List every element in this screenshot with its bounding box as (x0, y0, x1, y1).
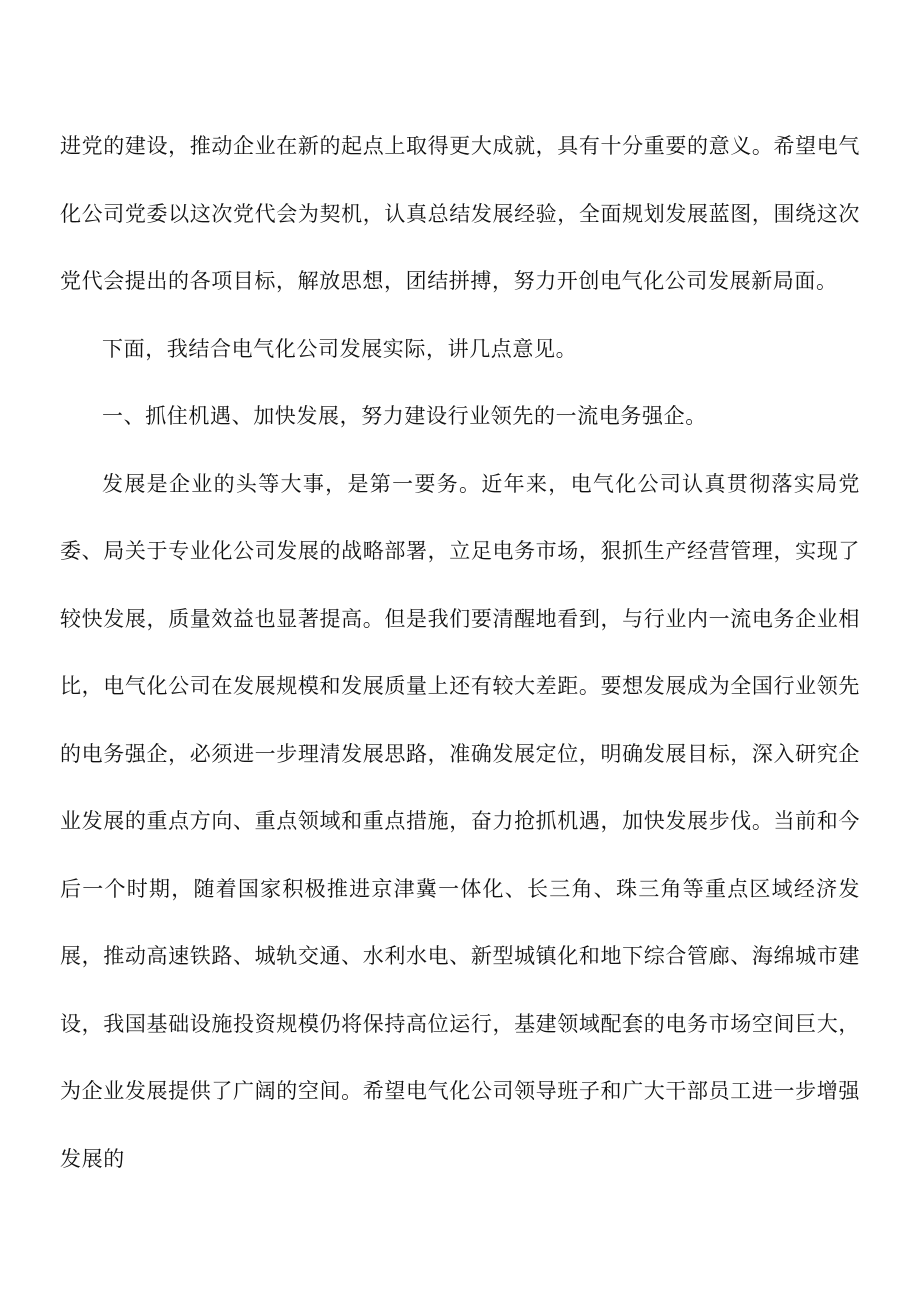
section-heading: 一、抓住机遇、加快发展，努力建设行业领先的一流电务强企。 (102, 404, 707, 428)
paragraph-1: 进党的建设，推动企业在新的起点上取得更大成就，具有十分重要的意义。希望电气化公司党委以这次党代会为契机，认真总结发展经验，全面规划发展蓝图，围绕这次党代会提出的各项目标，解放思想，团结拼搏，努力开创电气化公司发展新局面。 (60, 134, 860, 293)
paragraph-3: 发展是企业的头等大事，是第一要务。近年来，电气化公司认真贯彻落实局党委、局关于专业化公司发展的战略部署，立足电务市场，狠抓生产经营管理，实现了较快发展，质量效益也显著提高。但是我们要清醒地看到，与行业内一流电务企业相比，电气化公司在发展规模和发展质量上还有较大差距。要想发展成为全国行业领先的电务强企，必须进一步理清发展思路，准确发展定位，明确发展目标，深入研究企业发展的重点方向、重点领域和重点措施，奋力抢抓机遇，加快发展步伐。当前和今后一个时期，随着国家积极推进京津冀一体化、长三角、珠三角等重点区域经济发展，推动高速铁路、城轨交通、水利水电、新型城镇化和地下综合管廊、海绵城市建设，我国基础设施投资规模仍将保持高位运行，基建领域配套的电务市场空间巨大，为企业发展提供了广阔的空间。希望电气化公司领导班子和广大干部员工进一步增强发展的 (60, 471, 860, 1171)
paragraph-2: 下面，我结合电气化公司发展实际，讲几点意见。 (102, 336, 578, 361)
document-body (60, 113, 860, 1193)
